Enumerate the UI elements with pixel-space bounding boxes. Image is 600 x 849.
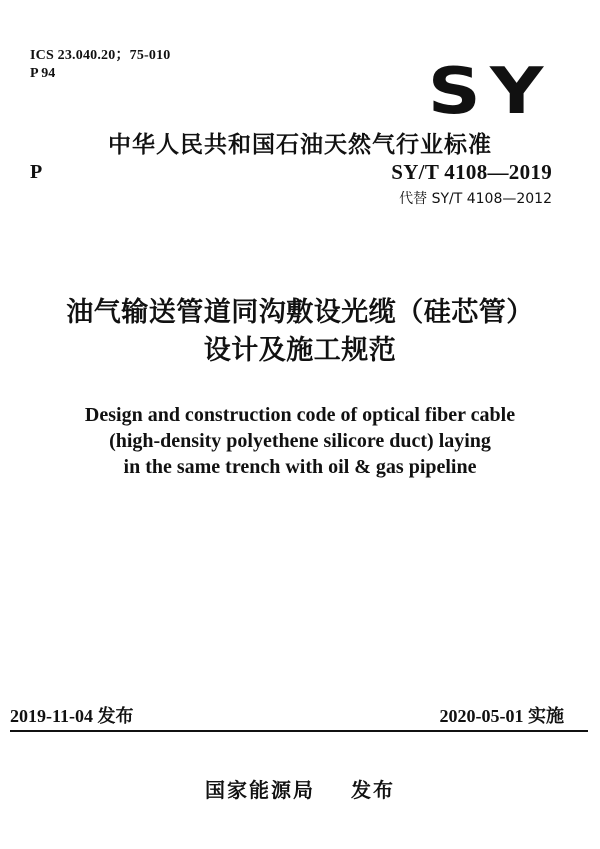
chinese-title-line-2: 设计及施工规范 <box>203 335 397 366</box>
divider-line <box>10 730 588 732</box>
implementation-label: 实施 <box>528 706 564 727</box>
issue-date-block <box>10 702 134 728</box>
category-letter: P <box>30 161 43 183</box>
classification-code: P 94 <box>30 66 56 81</box>
sy-logo: SY <box>427 55 552 129</box>
ics-code: ICS 23.040.20；75-010 <box>30 48 171 63</box>
english-title-line-1: Design and construction code of optical fiber cable <box>84 404 516 426</box>
english-title-line-3: in the same trench with oil & gas pipeline <box>123 456 477 478</box>
chinese-title <box>0 294 600 370</box>
english-title <box>0 402 600 480</box>
publisher-name: 国家能源局 <box>205 778 316 802</box>
implementation-date: 2020-05-01 <box>439 706 524 726</box>
issue-label: 发布 <box>97 706 134 727</box>
publisher-label: 发布 <box>350 778 395 802</box>
industry-standard-title: 中华人民共和国石油天然气行业标准 <box>108 132 492 158</box>
implementation-date-block <box>440 702 565 728</box>
replaces-standard: 代替 SY/T 4108—2012 <box>399 191 552 207</box>
chinese-title-line-1: 油气输送管道同沟敷设光缆（硅芯管） <box>66 297 534 328</box>
english-title-line-2: (high-density polyethene silicore duct) laying <box>109 430 491 452</box>
issue-date: 2019-11-04 <box>10 706 93 726</box>
publisher-line <box>0 774 600 803</box>
standard-number: SY/T 4108—2019 <box>391 160 552 184</box>
